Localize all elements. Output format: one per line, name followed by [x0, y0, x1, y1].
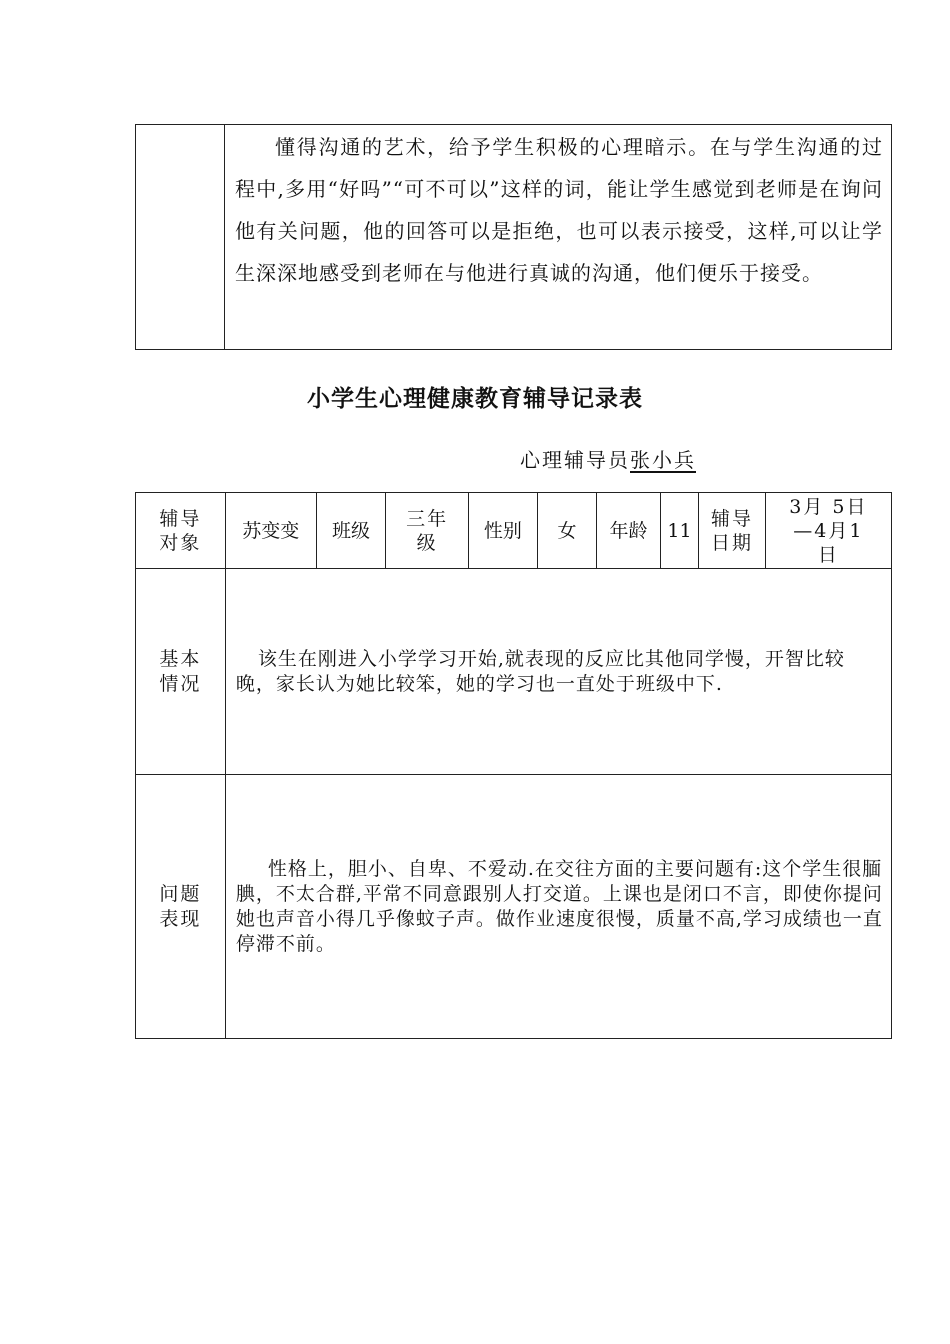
page-title: 小学生心理健康教育辅导记录表	[307, 386, 643, 412]
basic-info-label-line1: 基本	[159, 647, 202, 670]
previous-content-cell	[225, 125, 892, 350]
problems-label	[136, 775, 226, 1039]
date-value-line1: 3月 5日	[789, 495, 868, 518]
date-value	[765, 493, 891, 569]
counselor-label: 心理辅导员	[520, 448, 630, 472]
header-row	[136, 493, 892, 569]
problems-text: 性格上，胆小、自卑、不爱动.在交往方面的主要问题有:这个学生很腼腆，不太合群,平常不同意跟别人打交道。上课也是闭口不言，即使你提问她也声音小得几乎像蚊子声。做作业速度很慢，质量不高,学习成绩也一直停滞不前。	[225, 775, 891, 1039]
record-table	[135, 492, 892, 1039]
class-value	[386, 493, 469, 569]
class-label: 班级	[316, 493, 386, 569]
problems-row	[136, 775, 892, 1039]
basic-info-label-line2: 情况	[159, 672, 202, 695]
date-value-line3: 日	[817, 543, 839, 566]
basic-info-label	[136, 569, 226, 775]
problems-label-line2: 表现	[159, 907, 202, 930]
class-value-line2: 级	[416, 531, 438, 554]
date-label-line1: 辅导	[710, 507, 753, 530]
target-label-line2: 对象	[159, 531, 202, 554]
date-label-line2: 日期	[710, 531, 753, 554]
student-name: 苏变变	[225, 493, 316, 569]
date-label	[699, 493, 766, 569]
basic-info-row	[136, 569, 892, 775]
problems-label-line1: 问题	[159, 882, 202, 905]
target-label	[136, 493, 226, 569]
class-value-line1: 三年	[406, 507, 449, 530]
counselor-line	[520, 444, 696, 473]
age-label: 年龄	[597, 493, 661, 569]
counselor-name: 张小兵	[630, 448, 696, 472]
previous-page-table	[135, 124, 892, 350]
gender-value: 女	[537, 493, 597, 569]
age-value: 11	[660, 493, 698, 569]
date-value-line2: —4月1	[793, 519, 864, 542]
basic-info-text: 该生在刚进入小学学习开始,就表现的反应比其他同学慢，开智比较晚，家长认为她比较笨，她的学习也一直处于班级中下.	[225, 569, 891, 775]
gender-label: 性别	[469, 493, 538, 569]
empty-label-cell	[136, 125, 225, 350]
communication-paragraph: 懂得沟通的艺术，给予学生积极的心理暗示。在与学生沟通的过程中,多用“好吗”“可不可以”这样的词，能让学生感觉到老师是在询问他有关问题，他的回答可以是拒绝，也可以表示接受，这样,可以让学生深深地感受到老师在与他进行真诚的沟通，他们便乐于接受。	[235, 135, 883, 285]
target-label-line1: 辅导	[159, 507, 202, 530]
